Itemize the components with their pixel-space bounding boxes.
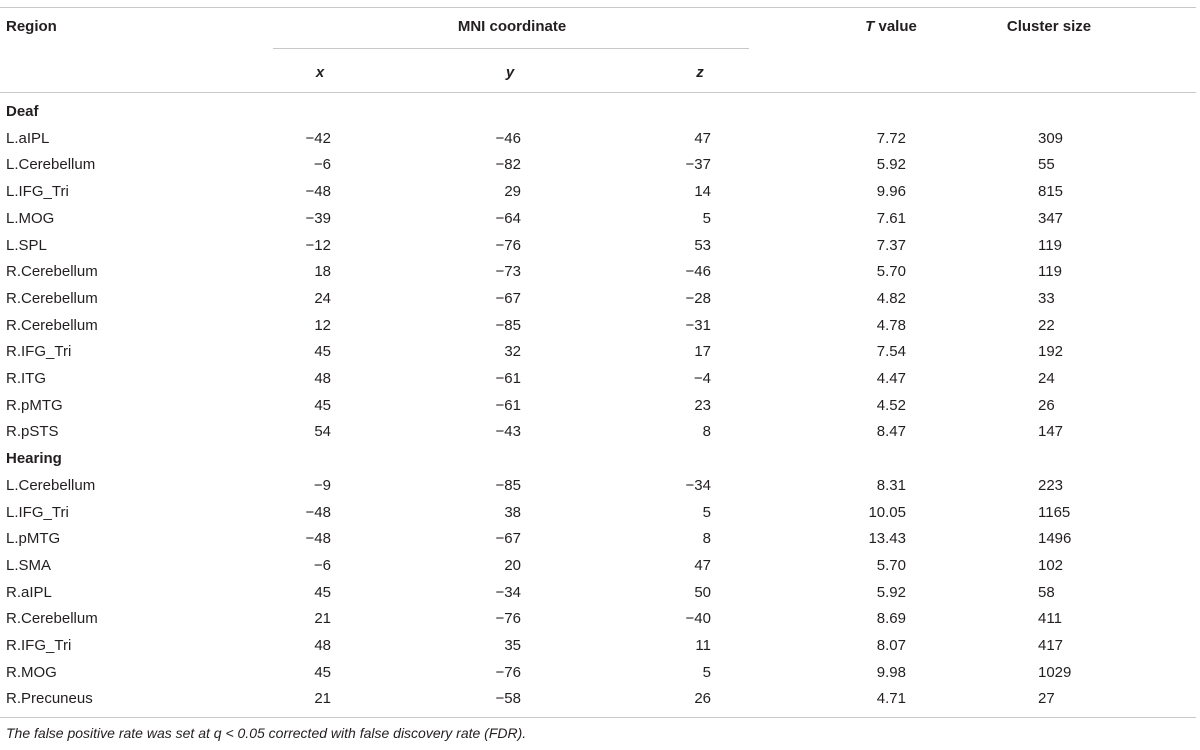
cell-z: 14 [694, 183, 711, 201]
cell-z: −37 [685, 156, 711, 174]
cell-x: −9 [313, 476, 331, 494]
cell-t: 7.61 [876, 209, 906, 227]
group-label: Deaf [6, 103, 39, 120]
cell-size: 24 [1038, 370, 1055, 387]
cell-t: 4.78 [876, 316, 906, 334]
cell-z: 26 [694, 690, 711, 708]
cell-size: 815 [1038, 183, 1064, 201]
cell-t: 4.52 [876, 396, 906, 414]
cell-size: 1029 [1038, 663, 1072, 681]
cell-region: R.Cerebellum [6, 316, 98, 334]
cell-x: 48 [314, 370, 331, 387]
header-bottom-rule [0, 92, 1196, 93]
cell-x: −48 [305, 530, 331, 548]
cell-y: −58 [495, 690, 521, 708]
cell-z: 23 [694, 396, 711, 414]
subheader-y: y [505, 64, 515, 81]
cell-x: 45 [314, 663, 331, 681]
cell-y: −85 [495, 316, 521, 334]
cell-z: 5 [702, 663, 711, 681]
cell-y: −67 [495, 530, 521, 548]
cell-size: 26 [1038, 396, 1055, 414]
cell-y: −76 [495, 663, 521, 681]
cell-t: 13.43 [868, 530, 906, 548]
cell-size: 33 [1038, 289, 1055, 307]
cell-z: 5 [702, 503, 711, 521]
cell-y: −46 [495, 129, 521, 147]
cell-x: 12 [314, 316, 331, 334]
cell-z: 47 [694, 556, 711, 574]
cell-z: 53 [694, 236, 711, 254]
cell-region: R.pSTS [6, 423, 59, 441]
cell-region: L.IFG_Tri [6, 183, 69, 201]
cell-region: R.Cerebellum [6, 610, 98, 628]
cell-x: 48 [314, 637, 331, 654]
cell-region: R.ITG [6, 370, 46, 387]
header-region: Region [6, 18, 57, 35]
cell-x: 54 [314, 423, 331, 441]
cell-region: R.Cerebellum [6, 289, 98, 307]
cell-z: 50 [694, 583, 711, 601]
cell-size: 417 [1038, 637, 1064, 654]
cell-z: 5 [702, 209, 711, 227]
cell-y: −61 [495, 396, 521, 414]
cell-region: L.SPL [6, 236, 47, 254]
cell-y: 35 [504, 637, 521, 654]
cell-z: 47 [694, 129, 711, 147]
cell-region: L.IFG_Tri [6, 503, 69, 521]
mni-underline [273, 48, 749, 49]
cell-size: 223 [1038, 476, 1064, 494]
cell-x: 45 [314, 396, 331, 414]
cell-x: −48 [305, 503, 331, 521]
cell-t: 5.92 [876, 583, 906, 601]
cell-y: 32 [504, 343, 521, 361]
table-bottom-rule [0, 717, 1196, 718]
cell-x: −6 [313, 156, 331, 174]
cell-region: R.aIPL [6, 583, 52, 601]
cell-t: 10.05 [868, 503, 906, 521]
cell-size: 119 [1038, 236, 1062, 254]
cell-t: 4.47 [876, 370, 906, 387]
cell-region: L.pMTG [6, 530, 61, 548]
cell-size: 1496 [1038, 530, 1072, 548]
cell-x: −12 [305, 236, 331, 254]
cell-y: −76 [495, 610, 521, 628]
cell-region: R.IFG_Tri [6, 637, 72, 654]
cell-region: L.Cerebellum [6, 476, 96, 494]
cell-t: 5.70 [876, 556, 906, 574]
cell-region: L.SMA [6, 556, 52, 574]
cell-y: 38 [504, 503, 521, 521]
cell-t: 8.69 [876, 610, 906, 628]
cell-t: 7.37 [876, 236, 906, 254]
cell-size: 102 [1038, 556, 1064, 574]
cell-size: 309 [1038, 129, 1064, 147]
cell-y: −64 [495, 209, 521, 227]
cell-size: 1165 [1038, 503, 1071, 521]
cell-t: 5.92 [876, 156, 906, 174]
cell-t: 7.72 [876, 129, 906, 147]
cell-x: −6 [313, 556, 331, 574]
subheader-x: x [315, 64, 325, 81]
cell-x: 21 [314, 610, 331, 628]
cell-t: 4.71 [876, 690, 906, 708]
cell-z: −46 [685, 263, 711, 281]
cell-size: 27 [1038, 690, 1055, 708]
cell-z: 8 [702, 423, 711, 441]
cell-size: 55 [1038, 156, 1055, 174]
cell-size: 192 [1038, 343, 1064, 361]
cell-z: −4 [693, 370, 711, 387]
table-footnote: The false positive rate was set at q < 0.05 corrected with false discovery rate (FDR). [6, 725, 527, 741]
cell-z: 17 [694, 343, 711, 361]
cell-x: 45 [314, 583, 331, 601]
cell-y: −34 [495, 583, 521, 601]
cell-t: 5.70 [876, 263, 906, 281]
cell-z: −31 [685, 316, 711, 334]
cell-t: 9.98 [876, 663, 906, 681]
cell-x: 21 [314, 690, 331, 708]
header-cluster-size: Cluster size [1006, 18, 1092, 35]
cell-z: 11 [695, 637, 711, 654]
cell-region: L.aIPL [6, 129, 50, 147]
header-mni-coordinate: MNI coordinate [457, 18, 567, 35]
cell-z: −40 [685, 610, 711, 628]
cell-region: R.pMTG [6, 396, 63, 414]
cell-size: 119 [1038, 263, 1062, 281]
cell-x: 24 [314, 289, 331, 307]
cell-t: 8.31 [876, 476, 906, 494]
cell-t: 8.47 [876, 423, 906, 441]
cell-region: R.MOG [6, 663, 57, 681]
cell-y: 20 [504, 556, 521, 574]
table-top-rule [0, 7, 1196, 8]
cell-region: R.Cerebellum [6, 263, 98, 281]
cell-y: −82 [495, 156, 521, 174]
cell-t: 7.54 [876, 343, 906, 361]
cell-y: −76 [495, 236, 521, 254]
cell-t: 4.82 [876, 289, 906, 307]
cell-region: R.Precuneus [6, 690, 93, 708]
cell-x: −42 [305, 129, 331, 147]
group-label: Hearing [6, 450, 62, 468]
cell-size: 58 [1038, 583, 1055, 601]
cell-size: 147 [1038, 423, 1064, 441]
cell-size: 347 [1038, 209, 1064, 227]
cell-z: 8 [702, 530, 711, 548]
cell-y: −85 [495, 476, 521, 494]
cell-size: 22 [1038, 316, 1055, 334]
cell-y: −73 [495, 263, 521, 281]
header-t-value: T value [865, 18, 917, 35]
cell-x: 18 [314, 263, 331, 281]
cell-region: L.MOG [6, 209, 55, 227]
cell-size: 411 [1038, 610, 1062, 628]
cell-y: −61 [495, 370, 521, 387]
cell-t: 8.07 [876, 637, 906, 654]
cell-region: R.IFG_Tri [6, 343, 72, 361]
cell-region: L.Cerebellum [6, 156, 96, 174]
cell-x: −48 [305, 183, 331, 201]
cell-x: 45 [314, 343, 331, 361]
cell-y: −67 [495, 289, 521, 307]
cell-y: −43 [495, 423, 521, 441]
subheader-z: z [696, 64, 704, 81]
cell-x: −39 [305, 209, 331, 227]
cell-y: 29 [504, 183, 521, 201]
cell-t: 9.96 [876, 183, 906, 201]
cell-z: −34 [685, 476, 711, 494]
cell-z: −28 [685, 289, 711, 307]
